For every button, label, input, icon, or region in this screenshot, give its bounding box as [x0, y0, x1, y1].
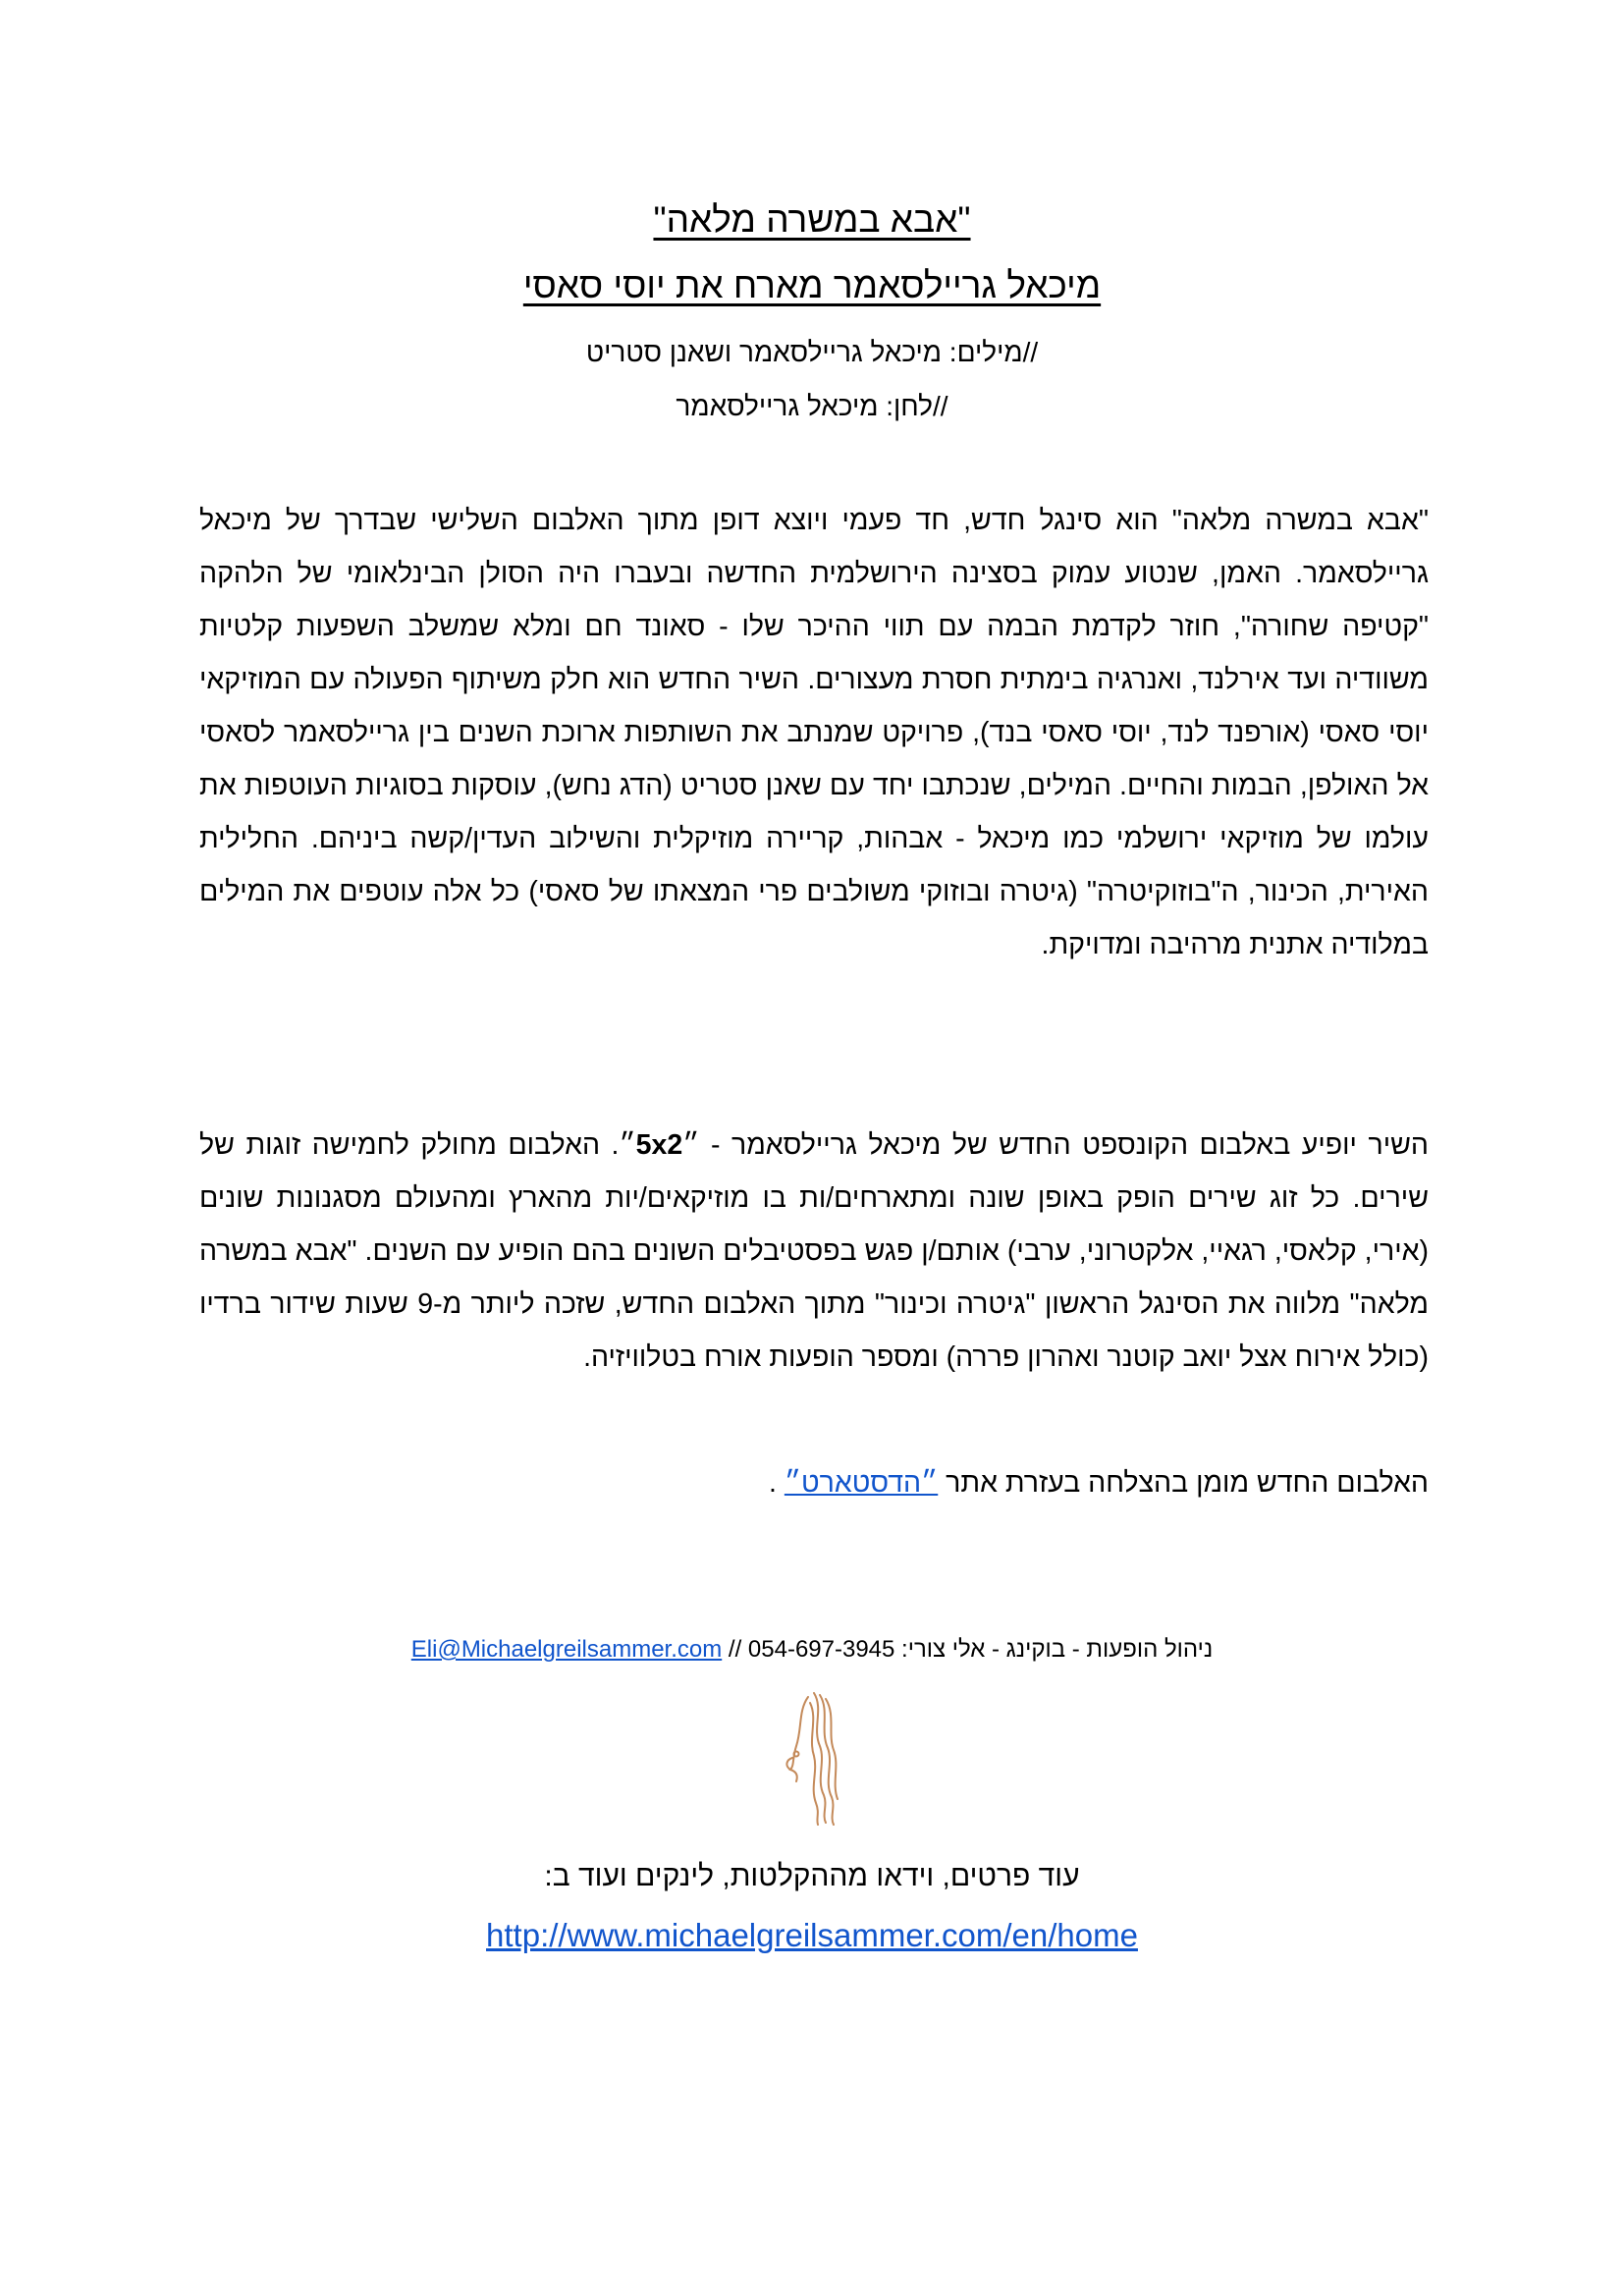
paragraph-album-text-end: ״. האלבום מחולק לחמישה זוגות של שירים. כל זוג שירים הופק באופן שונה ומתארחים/ות בו מוזיקאים/יות מהארץ ומהעולם מסגנונות שונים (אירי, קלאסי, רגאיי, אלקטרוני, ערבי) אותם/ן פגש בפסטיבלים השונים בהם הופיע עם השנים. "אבא במשרה מלאה" מלווה את הסינגל הראשון "גיטרה וכינור" מתוך האלבום החדש, שזכה ליותר מ-9 שעות שידור ברדיו (כולל אירוח אצל יואב קוטנר ואהרון פררה) ומספר הופעות אורח בטלוויזיה.: [199, 1129, 1429, 1373]
paragraph-funding: [199, 1456, 1429, 1509]
funding-text-end: .: [769, 1467, 785, 1499]
paragraph-intro: "אבא במשרה מלאה" הוא סינגל חדש, חד פעמי ויוצא דופן מתוך האלבום השלישי שבדרך של מיכאל גריילסאמר. האמן, שנטוע עמוק בסצינה הירושלמית החדשה ובעברו היה הסולן הבינלאומי של הלהקה "קטיפה שחורה", חוזר לקדמת הבמה עם תווי ההיכר שלו - סאונד חם ומלא שמשלב השפעות קלטיות משוודיה ועד אירלנד, ואנרגיה בימתית חסרת מעצורים. השיר החדש הוא חלק משיתוף הפעולה עם המוזיקאי יוסי סאסי (אורפנד לנד, יוסי סאסי בנד), פרויקט שמנתב את השותפות ארוכת השנים בין גריילסאמר לסאסי אל האולפן, הבמות והחיים. המילים, שנכתבו יחד עם שאנן סטריט (הדג נחש), עוסקות בסוגיות העוטפות את עולמו של מוזיקאי ירושלמי כמו מיכאל - אבהות, קריירה מוזיקלית והשילוב העדין/קשה ביניהם. החלילית האירית, הכינור, ה"בוזוקיטרה" (גיטרה ובוזוקי משולבים פרי המצאתו של סאסי) כל אלה עוטפים את המילים במלודיה אתנית מרהיבה ומדויקת.: [199, 505, 1429, 960]
paragraph-album: [199, 1119, 1429, 1384]
funding-text: האלבום החדש מומן בהצלחה בעזרת אתר: [938, 1467, 1429, 1499]
booking-line: [0, 1636, 1624, 1664]
website-line: [0, 1917, 1624, 1954]
lyrics-credit: //מילים: מיכאל גריילסאמר ושאנן סטריט: [585, 337, 1039, 367]
website-link[interactable]: http://www.michaelgreilsammer.com/en/home: [486, 1917, 1138, 1953]
headstart-link[interactable]: ״הדסטארט״: [784, 1467, 939, 1499]
more-info-text: עוד פרטים, וידאו מההקלטות, לינקים ועוד ב:: [544, 1860, 1080, 1892]
booking-email-link[interactable]: Eli@Michaelgreilsammer.com: [410, 1636, 723, 1663]
paragraph-album-text-start: השיר יופיע באלבום הקונספט החדש של מיכאל גריילסאמר - ״: [682, 1129, 1429, 1161]
music-credit: //לחן: מיכאל גריילסאמר: [676, 391, 948, 421]
hair-profile-logo-icon: [783, 1689, 845, 1827]
album-name-bold: 5x2: [635, 1129, 683, 1161]
document-title: "אבא במשרה מלאה": [653, 199, 971, 240]
booking-text: ניהול הופעות - בוקינג - אלי צורי: 054-697-3945 //: [722, 1636, 1214, 1663]
document-subtitle: מיכאל גריילסאמר מארח את יוסי סאסי: [522, 265, 1102, 305]
